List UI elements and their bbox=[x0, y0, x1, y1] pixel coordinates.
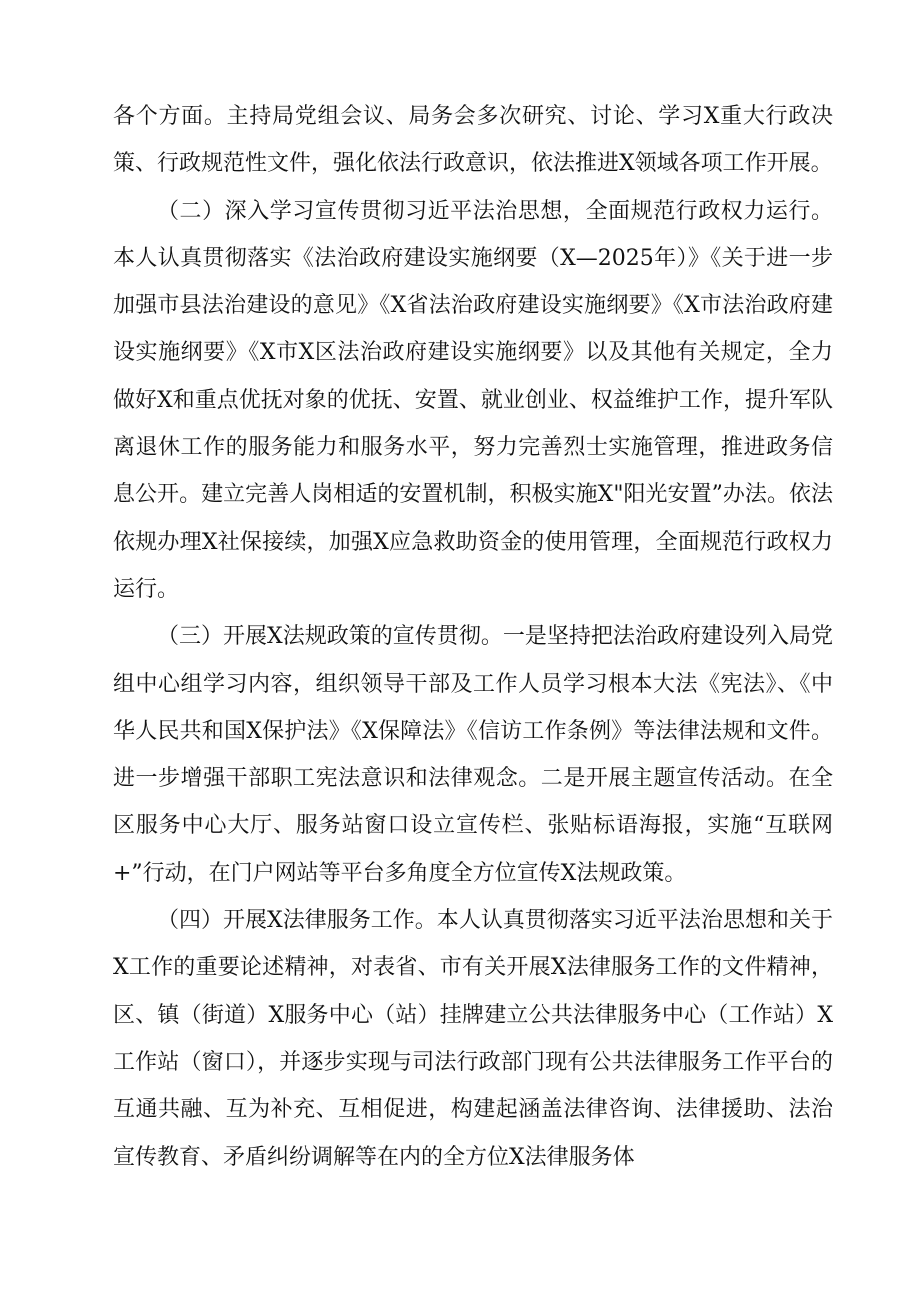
paragraph-section-4: （四）开展X法律服务工作。本人认真贯彻落实习近平法治思想和关于X工作的重要论述精神，对表省、市有关开展X法律服务工作的文件精神，区、镇（街道）X服务中心（站）挂牌建立公共法律服务中心（工作站）X工作站（窗口），并逐步实现与司法行政部门现有公共法律服务工作平台的互通共融、互为补充、互相促进，构建起涵盖法律咨询、法律援助、法治宣传教育、矛盾纠纷调解等在内的全方位X法律服务体 bbox=[113, 908, 833, 1170]
document-body bbox=[113, 93, 833, 1181]
paragraph-section-2: （二）深入学习宣传贯彻习近平法治思想，全面规范行政权力运行。本人认真贯彻落实《法治政府建设实施纲要（X—2025年）》《关于进一步加强市县法治建设的意见》《X省法治政府建设实施纲要》《X市法治政府建设实施纲要》《X市X区法治政府建设实施纲要》以及其他有关规定，全力做好X和重点优抚对象的优抚、安置、就业创业、权益维护工作，提升军队离退休工作的服务能力和服务水平，努力完善烈士实施管理，推进政务信息公开。建立完善人岗相适的安置机制，积极实施X"阳光安置”办法。依法依规办理X社保接续，加强X应急救助资金的使用管理，全面规范行政权力运行。 bbox=[113, 198, 833, 602]
paragraph-continuation: 各个方面。主持局党组会议、局务会多次研究、讨论、学习X重大行政决策、行政规范性文件，强化依法行政意识，依法推进X领域各项工作开展。 bbox=[113, 104, 833, 177]
paragraph-section-3: （三）开展X法规政策的宣传贯彻。一是坚持把法治政府建设列入局党组中心组学习内容，组织领导干部及工作人员学习根本大法《宪法》、《中华人民共和国X保护法》《X保障法》《信访工作条例》等法律法规和文件。进一步增强干部职工宪法意识和法律观念。二是开展主题宣传活动。在全区服务中心大厅、服务站窗口设立宣传栏、张贴标语海报，实施“互联网+”行动，在门户网站等平台多角度全方位宣传X法规政策。 bbox=[113, 624, 833, 886]
